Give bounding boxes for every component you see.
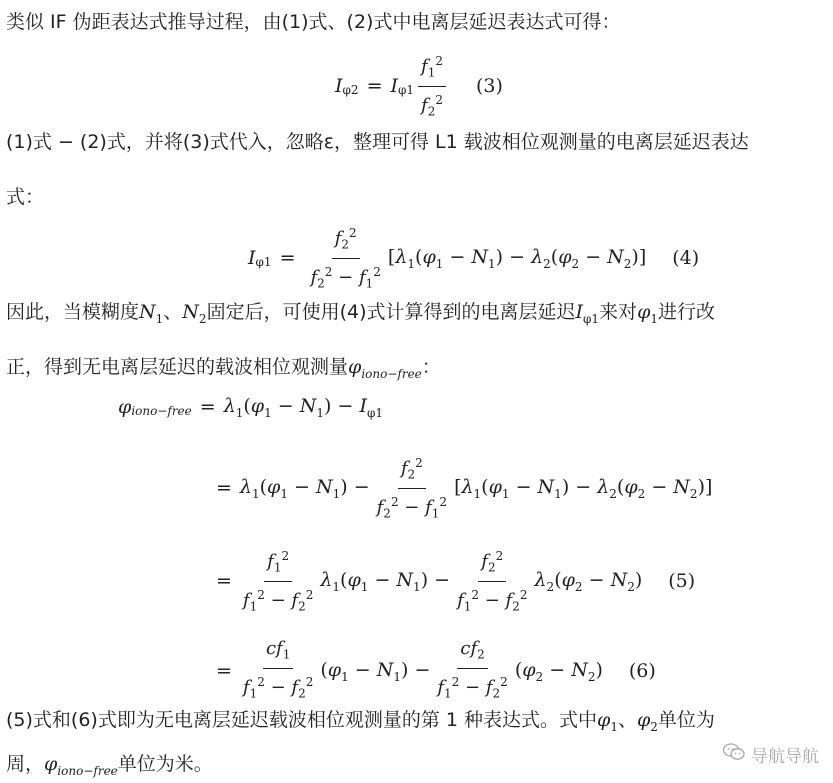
equation-iono-free-step1: = $\lambda_1(\varphi_1 - N_1)$ − $\frac{f_2^2}{f_2^2 - f_1^2}$ $[\lambda_1(\varphi_1 - N_1) - \lambda_2(\varphi_2 - N_2)]$ [216,452,712,524]
equation-3-number: (3) [476,75,503,98]
equation-4-number: (4) [672,247,700,270]
paragraph-intro: 类似 IF 伪距表达式推导过程，由(1)式、(2)式中电离层延迟表达式可得： [6,11,621,33]
paragraph-derivation-line1: (1)式 − (2)式，并将(3)式代入，忽略ε，整理可得 L1 载波相位观测量的电离层延迟表达 [6,131,749,153]
equation-5-number: (5) [668,570,696,593]
watermark [723,742,819,767]
equation-3: I $_{\varphi 2}$ = I $_{\varphi 1}$ $\frac{f_1^2}{f_2^2}$ (3) [335,50,503,122]
equation-4: I $_{\varphi 1}$ = $\frac{f_2^2}{f_2^2 - f_1^2}$ $[\lambda_1(\varphi_1 - N_1) - \lambda_2(\varphi_2 - N_2)]$ (4) [248,222,699,294]
text-segment: 进行改 [658,301,716,323]
equation-6-number: (6) [628,660,656,683]
text-segment: 单位为 [657,709,715,731]
equation-iono-free-def: φ $_{iono-free}$ = $\lambda_1(\varphi_1 - N_1) - I_{\varphi 1}$ [118,395,383,420]
text-segment: 来对 [599,301,638,323]
text-segment: 周， [6,753,45,775]
text-segment: (5)式和(6)式即为无电离层延迟载波相位观测量的第 1 种表达式。式中 [6,709,597,731]
paragraph-correction-line2: 正，得到无电离层延迟的载波相位观测量$\varphi_{iono-free}$： [6,356,441,381]
text-segment: 固定后，可使用(4)式计算得到的电离层延迟 [206,301,576,323]
wechat-icon [723,743,751,766]
paragraph-conclusion-line1: (5)式和(6)式即为无电离层延迟载波相位观测量的第 1 种表达式。式中$\varphi_1$、$\varphi_2$单位为 [6,709,715,734]
equation-6: = $\frac{cf_1}{f_1^2 - f_2^2}$ $(\varphi_1 - N_1)$ − $\frac{cf_2}{f_1^2 - f_2^2}$ $(\varphi_2 - N_2)$ (6) [216,638,656,701]
text-segment: 单位为米。 [117,753,213,775]
watermark-text: 导航导航 [751,747,819,767]
text-segment: 正，得到无电离层延迟的载波相位观测量 [6,356,349,378]
paragraph-correction-line1: 因此，当模糊度$N_1$、$N_2$固定后，可使用(4)式计算得到的电离层延迟$I_{\varphi 1}$来对$\varphi_1$进行改 [6,301,716,326]
text-segment: ： [421,356,441,378]
text-segment: 因此，当模糊度 [6,301,140,323]
equation-5: = $\frac{f_1^2}{f_1^2 - f_2^2}$ $\lambda_1(\varphi_1 - N_1)$ − $\frac{f_2^2}{f_1^2 - f_2^2}$ $\lambda_2(\varphi_2 - N_2)$ (5) [216,545,695,617]
paragraph-derivation-line2: 式： [6,186,45,208]
paragraph-conclusion-line2: 周，$\varphi_{iono-free}$单位为米。 [6,753,213,778]
